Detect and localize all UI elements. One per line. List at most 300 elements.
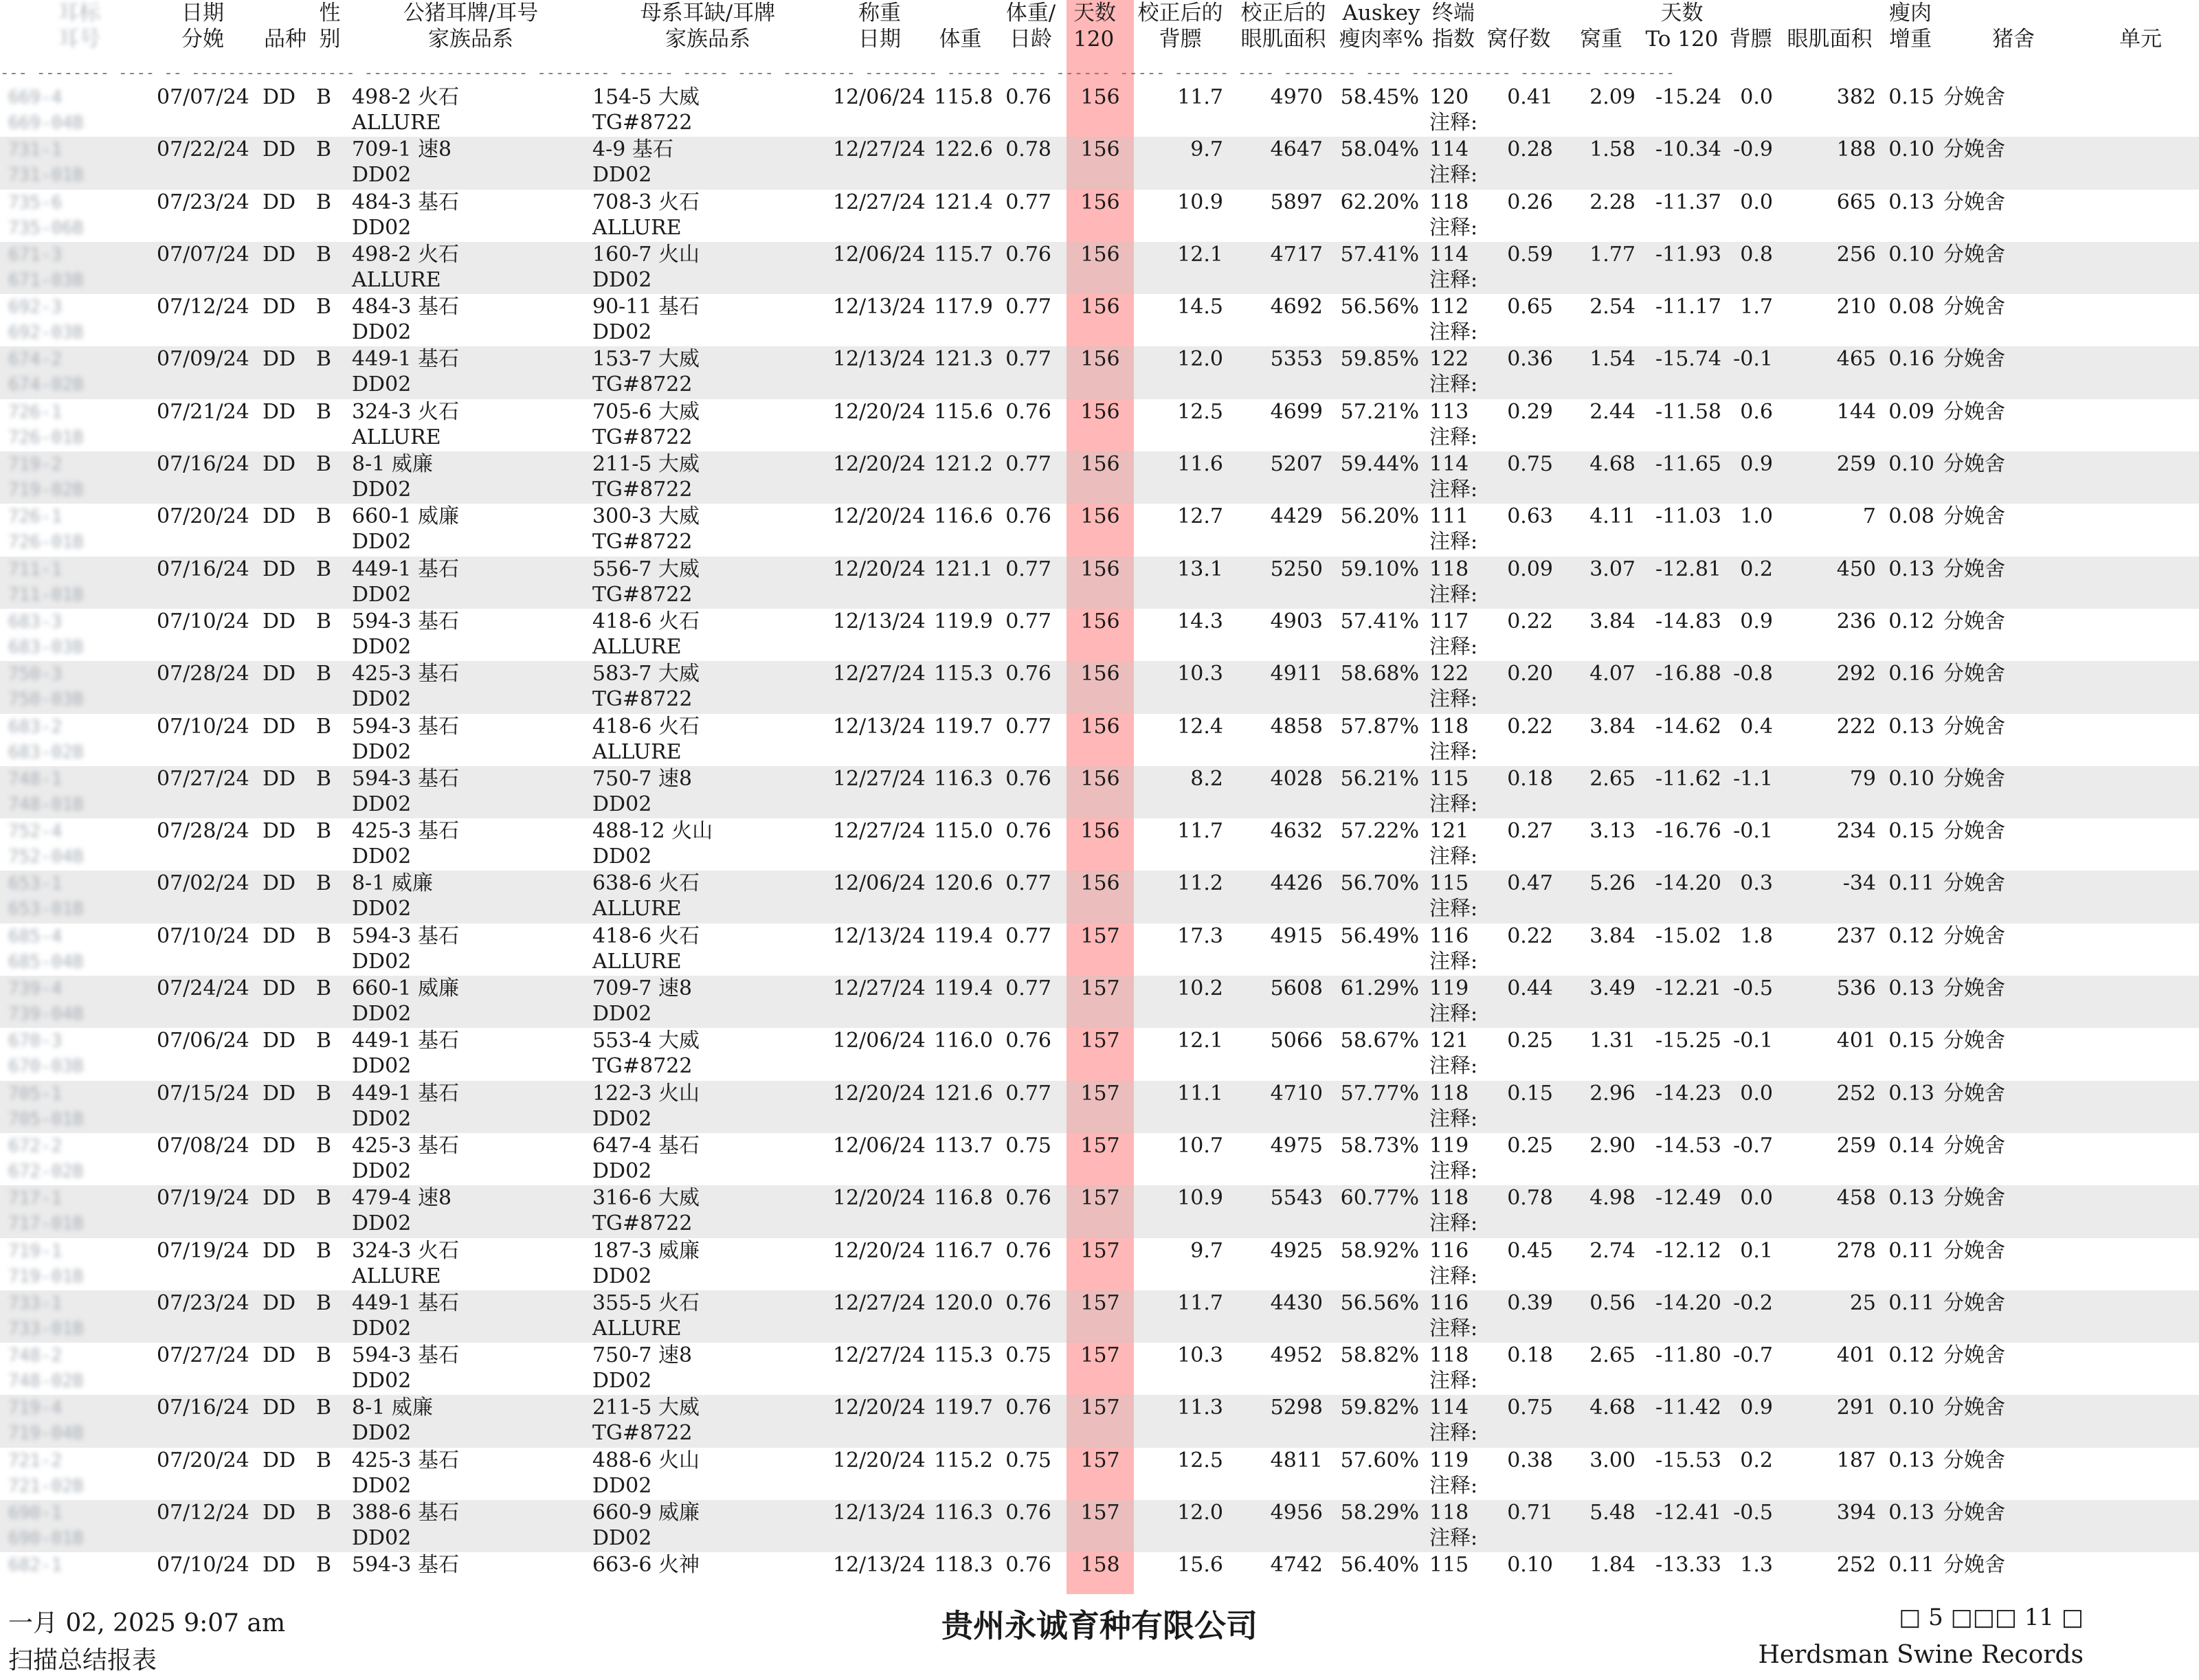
cell-breed: DD [263, 1133, 296, 1158]
cell-lean: 56.70% [1340, 871, 1419, 896]
cell-id2: 731-01B [8, 165, 84, 186]
header-backfat-2: 背膘 [1729, 27, 1772, 52]
cell-wt: 116.0 [934, 1029, 993, 1053]
cell-sire: 594-3 基石 [352, 1553, 460, 1578]
cell-bf: 11.2 [1177, 871, 1223, 896]
cell-ln: 0.71 [1507, 1501, 1553, 1525]
cell-lean: 56.21% [1340, 766, 1419, 791]
cell-lean: 58.82% [1340, 1343, 1419, 1368]
cell-lea: 4430 [1270, 1290, 1323, 1315]
cell-ln: 0.47 [1507, 871, 1553, 896]
cell-note: 注释: [1429, 739, 1478, 764]
cell-bf2: 1.3 [1740, 1553, 1773, 1578]
cell-note: 注释: [1429, 425, 1478, 449]
cell-sire-line: ALLURE [352, 111, 441, 135]
company-name: 贵州永诚育种有限公司 [941, 1607, 1258, 1644]
cell-sire-line: DD02 [352, 687, 412, 712]
cell-id2: 726-01B [8, 532, 84, 553]
cell-lg: 0.12 [1888, 1343, 1934, 1368]
cell-barn: 分娩舍 [1943, 1081, 2005, 1106]
cell-barn: 分娩舍 [1943, 137, 2005, 162]
cell-bf: 10.2 [1177, 976, 1223, 1001]
cell-lw: 2.28 [1589, 190, 1636, 214]
cell-note: 注释: [1429, 1264, 1478, 1288]
cell-sex: B [316, 923, 332, 948]
cell-sex: B [316, 190, 332, 214]
cell-id: 726-1 [8, 401, 63, 423]
cell-to120: -11.42 [1655, 1396, 1721, 1420]
cell-lea: 4632 [1270, 819, 1323, 844]
cell-wt: 119.9 [934, 609, 993, 634]
cell-bf2: 0.0 [1740, 85, 1773, 109]
cell-lea: 4699 [1270, 399, 1323, 424]
cell-sire: 388-6 基石 [352, 1501, 460, 1525]
cell-bf2: 1.8 [1740, 923, 1773, 948]
cell-lea: 4952 [1270, 1343, 1323, 1368]
cell-lean: 56.40% [1340, 1553, 1419, 1578]
cell-id2: 721-02B [8, 1475, 84, 1497]
cell-d120: 157 [1080, 1501, 1120, 1525]
cell-note: 注释: [1429, 320, 1478, 345]
cell-lg: 0.14 [1888, 1133, 1934, 1158]
cell-sire-line: DD02 [352, 1106, 412, 1131]
cell-id2: 705-01B [8, 1108, 84, 1130]
cell-bf: 10.3 [1177, 662, 1223, 686]
cell-id2: 692-03B [8, 322, 84, 344]
cell-bf: 11.6 [1177, 452, 1223, 477]
cell-bf2: -0.5 [1733, 1501, 1773, 1525]
cell-id: 721-2 [8, 1450, 63, 1471]
cell-bf2: 0.1 [1740, 1238, 1773, 1263]
cell-to120: -11.58 [1655, 399, 1721, 424]
cell-lea2: 291 [1836, 1396, 1876, 1420]
cell-d120: 156 [1080, 714, 1120, 739]
cell-lw: 1.31 [1589, 1029, 1636, 1053]
cell-wt: 115.6 [934, 399, 993, 424]
cell-sire-line: DD02 [352, 949, 412, 974]
cell-idx: 114 [1429, 1396, 1469, 1420]
header-farrow-date: 日期 分娩 [181, 1, 224, 52]
cell-lw: 3.13 [1589, 819, 1636, 844]
cell-wdate: 12/27/24 [833, 1290, 926, 1315]
cell-id2: 669-04B [8, 113, 84, 133]
cell-idx: 118 [1429, 1501, 1469, 1525]
cell-sex: B [316, 452, 332, 477]
cell-dam: 418-6 火石 [592, 714, 700, 739]
cell-id: 752-4 [8, 821, 63, 842]
cell-lea2: 259 [1836, 452, 1876, 477]
cell-lw: 1.84 [1589, 1553, 1636, 1578]
cell-lw: 4.98 [1589, 1186, 1636, 1211]
cell-sire: 594-3 基石 [352, 714, 460, 739]
cell-sire: 425-3 基石 [352, 1448, 460, 1472]
cell-sire: 449-1 基石 [352, 1290, 460, 1315]
cell-dam-line: TG#8722 [592, 1421, 693, 1446]
cell-barn: 分娩舍 [1943, 557, 2005, 581]
table-row [0, 346, 2199, 399]
table-row [0, 451, 2199, 504]
cell-id: 719-2 [8, 454, 63, 475]
cell-breed: DD [263, 137, 296, 162]
cell-wdate: 12/06/24 [833, 242, 926, 267]
cell-ln: 0.29 [1507, 399, 1553, 424]
cell-note: 注释: [1429, 897, 1478, 921]
page-footer [0, 1594, 2199, 1680]
cell-idx: 116 [1429, 923, 1469, 948]
cell-sire: 594-3 基石 [352, 1343, 460, 1368]
cell-bf: 12.4 [1177, 714, 1223, 739]
cell-sex: B [316, 1396, 332, 1420]
cell-lean: 57.60% [1340, 1448, 1419, 1472]
cell-sire-line: DD02 [352, 739, 412, 764]
cell-note: 注释: [1429, 1421, 1478, 1446]
cell-note: 注释: [1429, 372, 1478, 397]
header-weigh-date: 称重 日期 [858, 1, 901, 52]
cell-lg: 0.13 [1888, 714, 1934, 739]
cell-wt: 115.3 [934, 662, 993, 686]
cell-wdate: 12/13/24 [833, 609, 926, 634]
cell-id2: 719-01B [8, 1266, 84, 1287]
cell-lg: 0.10 [1888, 766, 1934, 791]
cell-wt: 122.6 [934, 137, 993, 162]
cell-date: 07/10/24 [157, 1553, 249, 1578]
cell-wa: 0.78 [1005, 137, 1051, 162]
cell-bf2: 0.9 [1740, 1396, 1773, 1420]
cell-lea2: 144 [1836, 399, 1876, 424]
header-weight: 体重 [939, 27, 982, 52]
cell-d120: 158 [1080, 1553, 1120, 1578]
cell-lean: 56.49% [1340, 923, 1419, 948]
page-number: □ 5 □□□ 11 □ [1899, 1604, 2084, 1631]
cell-dam-line: ALLURE [592, 739, 682, 764]
cell-wa: 0.76 [1005, 242, 1051, 267]
cell-lean: 58.29% [1340, 1501, 1419, 1525]
cell-dam: 90-11 基石 [592, 295, 700, 320]
cell-lw: 1.58 [1589, 137, 1636, 162]
cell-sex: B [316, 1081, 332, 1106]
cell-wt: 121.4 [934, 190, 993, 214]
cell-barn: 分娩舍 [1943, 1501, 2005, 1525]
cell-d120: 156 [1080, 242, 1120, 267]
cell-wdate: 12/27/24 [833, 976, 926, 1001]
cell-dam: 160-7 火山 [592, 242, 700, 267]
cell-breed: DD [263, 347, 296, 372]
cell-wa: 0.76 [1005, 1553, 1051, 1578]
cell-wdate: 12/27/24 [833, 1343, 926, 1368]
cell-id2: 739-04B [8, 1004, 84, 1025]
cell-barn: 分娩舍 [1943, 714, 2005, 739]
cell-to120: -11.62 [1655, 766, 1721, 791]
cell-lw: 4.07 [1589, 662, 1636, 686]
cell-d120: 157 [1080, 976, 1120, 1001]
cell-lw: 2.65 [1589, 766, 1636, 791]
cell-wa: 0.76 [1005, 1029, 1051, 1053]
cell-lea2: 401 [1836, 1029, 1876, 1053]
cell-note: 注释: [1429, 1473, 1478, 1498]
cell-date: 07/28/24 [157, 819, 249, 844]
cell-wdate: 12/13/24 [833, 1553, 926, 1578]
cell-ln: 0.65 [1507, 295, 1553, 320]
cell-lea2: 7 [1862, 504, 1876, 529]
cell-bf: 10.3 [1177, 1343, 1223, 1368]
cell-lea: 5207 [1270, 452, 1323, 477]
cell-wdate: 12/20/24 [833, 504, 926, 529]
cell-id: 731-1 [8, 139, 63, 161]
cell-wt: 120.6 [934, 871, 993, 896]
cell-ln: 0.36 [1507, 347, 1553, 372]
cell-wt: 121.6 [934, 1081, 993, 1106]
cell-lean: 57.21% [1340, 399, 1419, 424]
cell-lw: 2.44 [1589, 399, 1636, 424]
cell-barn: 分娩舍 [1943, 85, 2005, 109]
cell-wa: 0.76 [1005, 819, 1051, 844]
cell-date: 07/09/24 [157, 347, 249, 372]
cell-sex: B [316, 295, 332, 320]
cell-lean: 58.45% [1340, 85, 1419, 109]
cell-sire-line: ALLURE [352, 267, 441, 292]
cell-to120: -15.74 [1655, 347, 1721, 372]
cell-breed: DD [263, 557, 296, 581]
cell-date: 07/10/24 [157, 923, 249, 948]
cell-dam-line: ALLURE [592, 215, 682, 240]
cell-ln: 0.27 [1507, 819, 1553, 844]
cell-lg: 0.10 [1888, 137, 1934, 162]
cell-date: 07/12/24 [157, 295, 249, 320]
cell-sex: B [316, 242, 332, 267]
cell-dam-line: TG#8722 [592, 687, 693, 712]
cell-wa: 0.76 [1005, 1501, 1051, 1525]
header-wt-age: 体重/ 日龄 [1005, 1, 1056, 52]
cell-sex: B [316, 1343, 332, 1368]
cell-date: 07/22/24 [157, 137, 249, 162]
cell-idx: 111 [1429, 504, 1469, 529]
cell-dam-line: DD02 [592, 1158, 652, 1183]
cell-dam: 418-6 火石 [592, 923, 700, 948]
cell-id2: 683-03B [8, 636, 84, 658]
cell-date: 07/20/24 [157, 1448, 249, 1472]
cell-to120: -11.37 [1655, 190, 1721, 214]
cell-lean: 58.73% [1340, 1133, 1419, 1158]
cell-lean: 57.41% [1340, 242, 1419, 267]
cell-sire: 425-3 基石 [352, 819, 460, 844]
cell-d120: 157 [1080, 1448, 1120, 1472]
cell-to120: -15.53 [1655, 1448, 1721, 1472]
cell-sire-line: DD02 [352, 478, 412, 502]
cell-note: 注释: [1429, 111, 1478, 135]
cell-sire: 594-3 基石 [352, 609, 460, 634]
cell-lean: 57.87% [1340, 714, 1419, 739]
cell-bf: 12.1 [1177, 1029, 1223, 1053]
cell-wdate: 12/20/24 [833, 1081, 926, 1106]
cell-wdate: 12/27/24 [833, 662, 926, 686]
cell-barn: 分娩舍 [1943, 662, 2005, 686]
cell-lea: 4742 [1270, 1553, 1323, 1578]
cell-id: 705-1 [8, 1083, 63, 1104]
cell-ln: 0.44 [1507, 976, 1553, 1001]
cell-lean: 59.85% [1340, 347, 1419, 372]
cell-id2: 685-04B [8, 951, 84, 972]
cell-sire-line: DD02 [352, 1473, 412, 1498]
cell-date: 07/07/24 [157, 242, 249, 267]
cell-lea: 4692 [1270, 295, 1323, 320]
cell-sire: 449-1 基石 [352, 1081, 460, 1106]
cell-idx: 114 [1429, 137, 1469, 162]
cell-dam-line: DD02 [592, 1264, 652, 1288]
cell-lea2: 278 [1836, 1238, 1876, 1263]
cell-breed: DD [263, 714, 296, 739]
cell-sex: B [316, 399, 332, 424]
cell-ln: 0.38 [1507, 1448, 1553, 1472]
cell-lw: 3.84 [1589, 609, 1636, 634]
table-row [0, 1448, 2199, 1500]
cell-wdate: 12/13/24 [833, 295, 926, 320]
cell-breed: DD [263, 1081, 296, 1106]
cell-sex: B [316, 1029, 332, 1053]
cell-lg: 0.13 [1888, 557, 1934, 581]
cell-note: 注释: [1429, 163, 1478, 188]
cell-d120: 157 [1080, 1396, 1120, 1420]
cell-lg: 0.10 [1888, 452, 1934, 477]
cell-wdate: 12/20/24 [833, 1448, 926, 1472]
cell-idx: 116 [1429, 1238, 1469, 1263]
cell-lean: 57.41% [1340, 609, 1419, 634]
cell-breed: DD [263, 819, 296, 844]
cell-bf2: 0.6 [1740, 399, 1773, 424]
table-row [0, 294, 2199, 346]
cell-lea2: 25 [1849, 1290, 1876, 1315]
cell-lean: 59.10% [1340, 557, 1419, 581]
cell-wt: 119.7 [934, 1396, 993, 1420]
cell-date: 07/06/24 [157, 1029, 249, 1053]
cell-lea2: 79 [1849, 766, 1876, 791]
cell-bf2: 0.8 [1740, 242, 1773, 267]
cell-idx: 118 [1429, 1343, 1469, 1368]
cell-bf2: 0.0 [1740, 190, 1773, 214]
cell-wdate: 12/20/24 [833, 1396, 926, 1420]
cell-wt: 115.0 [934, 819, 993, 844]
cell-wt: 116.6 [934, 504, 993, 529]
cell-bf: 10.9 [1177, 1186, 1223, 1211]
cell-dam-line: ALLURE [592, 1316, 682, 1341]
cell-date: 07/28/24 [157, 662, 249, 686]
cell-lg: 0.11 [1888, 1290, 1934, 1315]
cell-lea: 5298 [1270, 1396, 1323, 1420]
cell-lg: 0.15 [1888, 85, 1934, 109]
cell-sire-line: ALLURE [352, 1264, 441, 1288]
table-row [0, 137, 2199, 189]
cell-to120: -10.34 [1655, 137, 1721, 162]
cell-sex: B [316, 609, 332, 634]
cell-sire: 324-3 火石 [352, 399, 460, 424]
cell-wdate: 12/27/24 [833, 819, 926, 844]
cell-lea: 5897 [1270, 190, 1323, 214]
cell-lg: 0.13 [1888, 1186, 1934, 1211]
cell-bf2: -0.9 [1733, 137, 1773, 162]
cell-breed: DD [263, 662, 296, 686]
cell-sire: 449-1 基石 [352, 557, 460, 581]
cell-wdate: 12/06/24 [833, 85, 926, 109]
cell-lea2: 465 [1836, 347, 1876, 372]
cell-breed: DD [263, 766, 296, 791]
cell-date: 07/24/24 [157, 976, 249, 1001]
cell-bf: 13.1 [1177, 557, 1223, 581]
cell-note: 注释: [1429, 1158, 1478, 1183]
table-row [0, 923, 2199, 976]
cell-bf2: 0.0 [1740, 1186, 1773, 1211]
cell-sire-line: DD02 [352, 844, 412, 869]
cell-wt: 116.7 [934, 1238, 993, 1263]
cell-sire-line: DD02 [352, 634, 412, 659]
cell-id2: 674-02B [8, 374, 84, 396]
cell-id2: 683-02B [8, 741, 84, 763]
cell-sex: B [316, 557, 332, 581]
cell-barn: 分娩舍 [1943, 1133, 2005, 1158]
cell-date: 07/10/24 [157, 714, 249, 739]
table-row [0, 1028, 2199, 1080]
cell-sire: 425-3 基石 [352, 662, 460, 686]
cell-dam: 750-7 速8 [592, 1343, 693, 1368]
cell-wdate: 12/13/24 [833, 923, 926, 948]
cell-d120: 156 [1080, 347, 1120, 372]
cell-wdate: 12/13/24 [833, 347, 926, 372]
cell-id: 717-1 [8, 1188, 63, 1209]
header-days-to-120: 天数 To 120 [1645, 1, 1719, 52]
header-sex: 性 别 [319, 1, 341, 52]
cell-dam-line: DD02 [592, 1473, 652, 1498]
cell-date: 07/20/24 [157, 504, 249, 529]
cell-lean: 56.56% [1340, 295, 1419, 320]
cell-lg: 0.08 [1888, 295, 1934, 320]
cell-dam: 300-3 大威 [592, 504, 700, 529]
header-dam: 母系耳缺/耳牌 家族品系 [640, 1, 776, 52]
cell-wt: 116.3 [934, 1501, 993, 1525]
cell-d120: 156 [1080, 504, 1120, 529]
cell-bf: 11.3 [1177, 1396, 1223, 1420]
cell-dam: 355-5 火石 [592, 1290, 700, 1315]
cell-wt: 116.3 [934, 766, 993, 791]
table-row [0, 976, 2199, 1028]
cell-d120: 157 [1080, 1186, 1120, 1211]
table-row [0, 1395, 2199, 1447]
cell-wdate: 12/13/24 [833, 714, 926, 739]
cell-lean: 57.22% [1340, 819, 1419, 844]
cell-barn: 分娩舍 [1943, 295, 2005, 320]
cell-idx: 119 [1429, 1133, 1469, 1158]
cell-sire: 8-1 威廉 [352, 871, 433, 896]
cell-wt: 116.8 [934, 1186, 993, 1211]
cell-lw: 4.68 [1589, 1396, 1636, 1420]
cell-dam: 553-4 大威 [592, 1029, 700, 1053]
cell-barn: 分娩舍 [1943, 766, 2005, 791]
table-row [0, 399, 2199, 451]
cell-dam: 705-6 大威 [592, 399, 700, 424]
cell-d120: 157 [1080, 1238, 1120, 1263]
cell-ln: 0.09 [1507, 557, 1553, 581]
cell-lea2: 536 [1836, 976, 1876, 1001]
cell-sire: 449-1 基石 [352, 347, 460, 372]
cell-bf2: 1.7 [1740, 295, 1773, 320]
cell-sire: 8-1 威廉 [352, 452, 433, 477]
cell-lea2: -34 [1842, 871, 1876, 896]
table-row [0, 242, 2199, 294]
cell-lw: 2.90 [1589, 1133, 1636, 1158]
cell-date: 07/07/24 [157, 85, 249, 109]
cell-bf2: 0.0 [1740, 1081, 1773, 1106]
cell-wdate: 12/06/24 [833, 1133, 926, 1158]
cell-sex: B [316, 85, 332, 109]
table-header [0, 0, 2199, 82]
cell-id2: 717-01B [8, 1213, 84, 1235]
